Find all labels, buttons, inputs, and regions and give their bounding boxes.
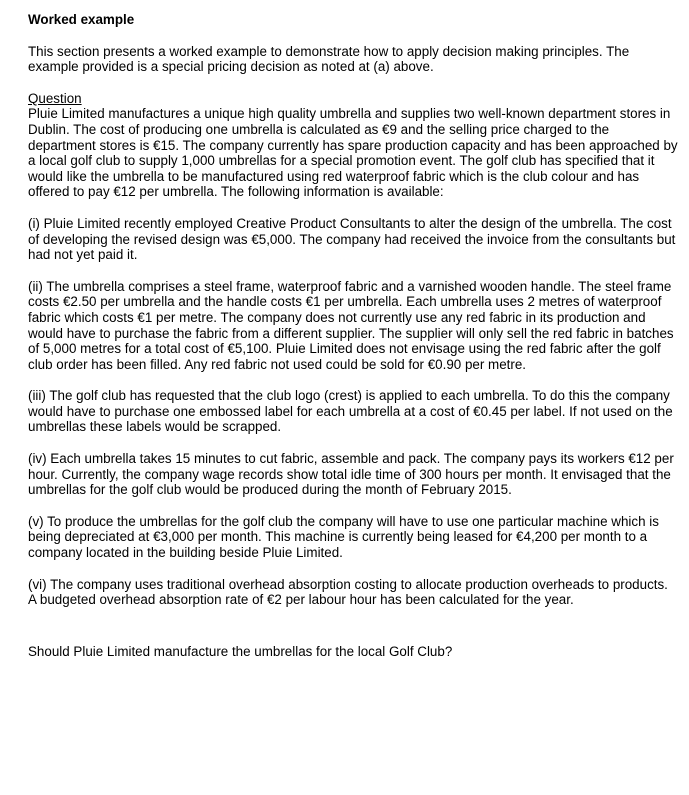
question-block bbox=[28, 91, 678, 200]
info-item-i: (i) Pluie Limited recently employed Creative Product Consultants to alter the design of the umbrella. The cost of developing the revised design was €5,000. The company had received the invoice from the consultants but had not yet paid it. bbox=[28, 215, 676, 263]
info-item-iv: (iv) Each umbrella takes 15 minutes to cut fabric, assemble and pack. The company pays its workers €12 per hour. Currently, the company wage records show total idle time of 300 hours per month. It envisaged that the umbrellas for the golf club would be produced during the month of February 2015. bbox=[28, 451, 674, 498]
info-item-ii: (ii) The umbrella comprises a steel frame, waterproof fabric and a varnished wooden handle. The steel frame costs €2.50 per umbrella and the handle costs €1 per umbrella. Each umbrella uses 2 metres of waterproof fabric which costs €1 per metre. The company does not currently use any red fabric in its production and would have to purchase the fabric from a different supplier. The supplier will only sell the red fabric in batches of 5,000 metres for a total cost of €5,100. Pluie Limited does not envisage using the red fabric after the golf club order has been filled. Any red fabric not used could be sold for €0.90 per metre. bbox=[28, 278, 674, 372]
document bbox=[28, 12, 678, 675]
intro-paragraph: This section presents a worked example to demonstrate how to apply decision making principles. The example provided is a special pricing decision as noted at (a) above. bbox=[28, 43, 630, 75]
final-question: Should Pluie Limited manufacture the umbrellas for the local Golf Club? bbox=[28, 643, 453, 659]
info-item-v: (v) To produce the umbrellas for the golf club the company will have to use one particular machine which is being depreciated at €3,000 per month. This machine is currently being leased for €4,200 per month to a company located in the building beside Pluie Limited. bbox=[28, 513, 659, 561]
question-text: Pluie Limited manufactures a unique high quality umbrella and supplies two well-known department stores in Dublin. The cost of producing one umbrella is calculated as €9 and the selling price charged to the department stores is €15. The company currently has spare production capacity and has been approached by a local golf club to supply 1,000 umbrellas for a special promotion event. The golf club has specified that it would like the umbrella to be manufactured using red waterproof fabric which is the club colour and has offered to pay €12 per umbrella. The following information is available: bbox=[28, 106, 678, 200]
section-heading: Worked example bbox=[28, 12, 135, 27]
info-item-vi: (vi) The company uses traditional overhead absorption costing to allocate production overheads to products. A budgeted overhead absorption rate of €2 per labour hour has been calculated for the year. bbox=[28, 576, 668, 608]
info-item-iii: (iii) The golf club has requested that the club logo (crest) is applied to each umbrella. To do this the company would have to purchase one embossed label for each umbrella at a cost of €0.45 per label. If not used on the umbrellas these labels would be scrapped. bbox=[28, 388, 673, 435]
question-label: Question bbox=[28, 90, 82, 106]
